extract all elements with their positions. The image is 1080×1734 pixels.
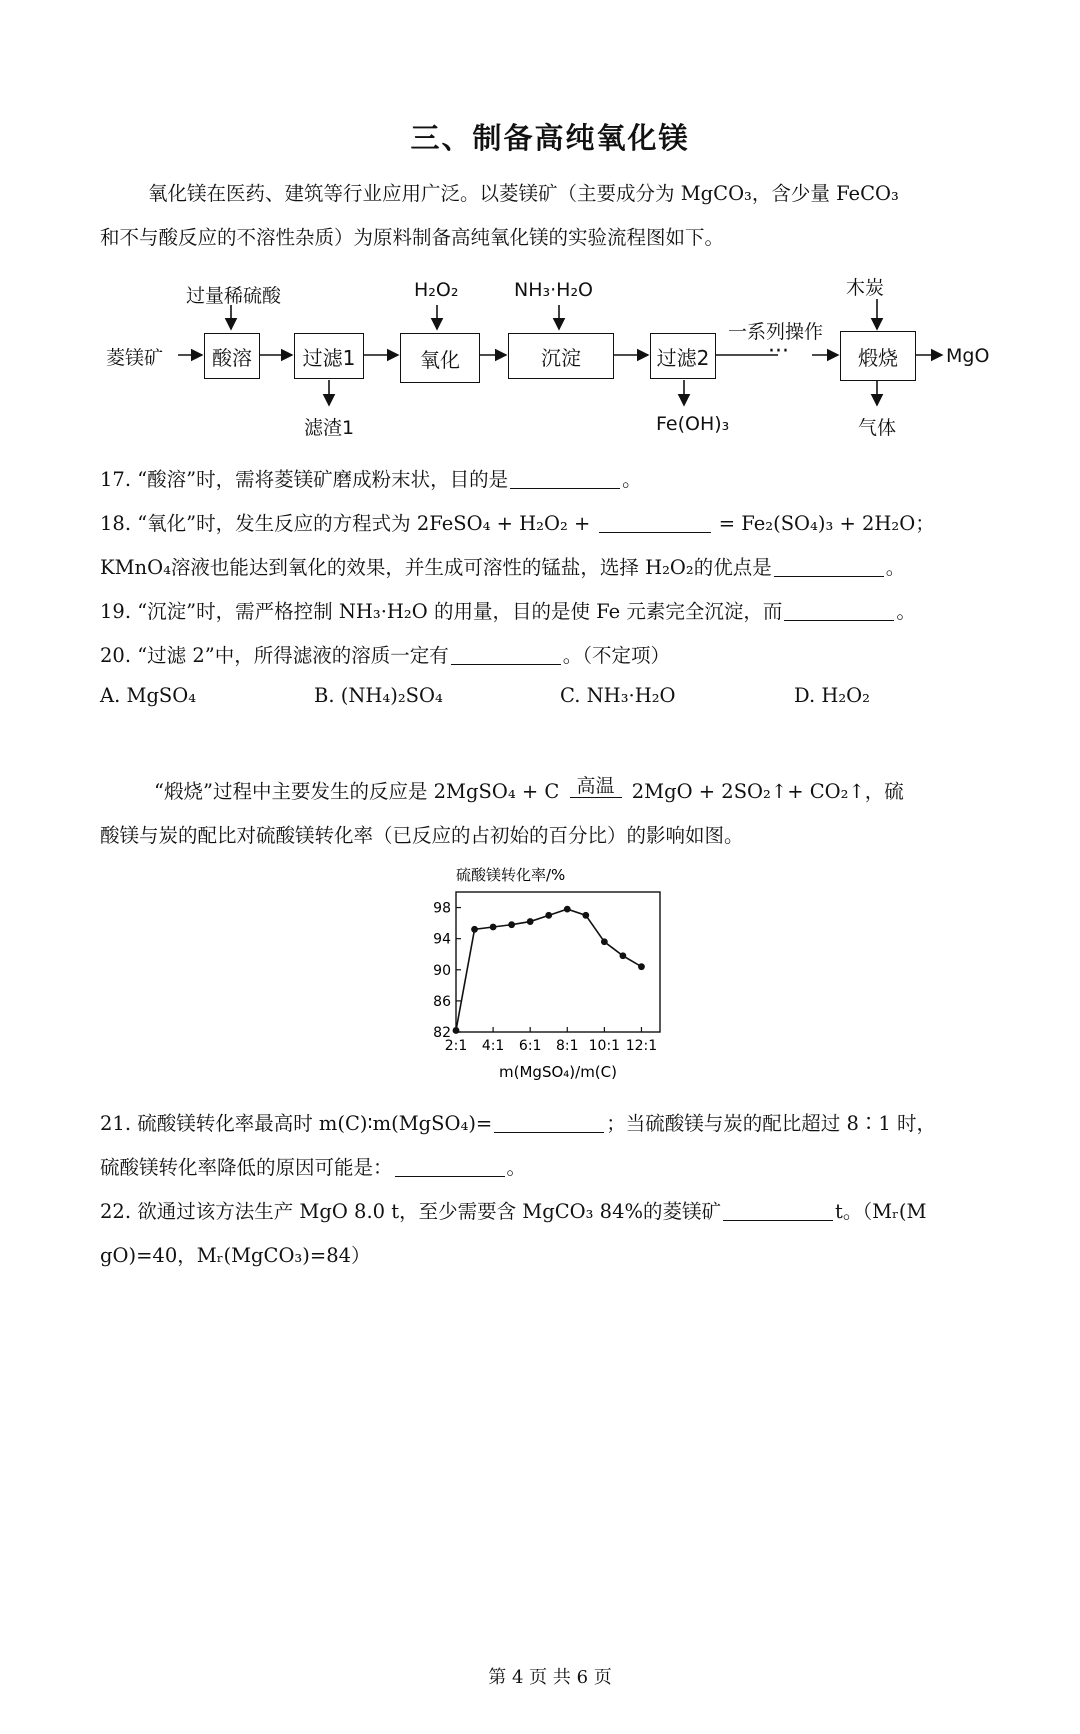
chart-data-point [620,952,627,959]
chart-data-point [545,912,552,919]
q18-part1: 18. “氧化”时，发生反应的方程式为 2FeSO₄ + H₂O₂ + [100,512,591,535]
chart-y-tick-label: 94 [433,931,451,948]
chart-data-point [527,918,534,925]
flow-output-residue-1: 滤渣1 [304,417,355,439]
q21-part1: 21. 硫酸镁转化率最高时 m(C)∶m(MgSO₄)= [100,1112,493,1135]
chart-data-point [471,926,478,933]
chart-y-tick-label: 98 [433,900,451,917]
flow-input-charcoal: 木炭 [846,277,885,299]
intro-paragraph [100,172,1000,260]
chart-ylabel: 硫酸镁转化率/% [456,866,566,884]
chart-y-tick-label: 90 [433,962,451,979]
flow-input-sulfuric-acid: 过量稀硫酸 [186,285,282,307]
flow-box-oxidation: 氧化 [400,333,480,383]
q20-answer-blank[interactable] [451,644,561,665]
flow-ellipsis: ··· [768,339,789,364]
chart-xlabel: m(MgSO₄)/m(C) [499,1063,617,1081]
chart-y-tick-label: 82 [433,1025,451,1041]
chart-data-point [508,921,515,928]
q19-answer-blank[interactable] [784,600,894,621]
flow-box-filter-1: 过滤1 [294,333,364,379]
q21-reason-blank[interactable] [395,1156,505,1177]
calcination-part1: “煅烧”过程中主要发生的反应是 2MgSO₄ + C [154,780,560,803]
chart-data-point [601,938,608,945]
flow-output-gas: 气体 [858,417,897,439]
chart-data-point [453,1027,460,1034]
q17-answer-blank[interactable] [510,468,620,489]
q20-option-c[interactable]: C. NH₃·H₂O [560,684,676,707]
chart-series-line [456,909,641,1030]
q21-part2: ；当硫酸镁与炭的配比超过 8∶1 时， [606,1112,936,1135]
q19-text: 19. “沉淀”时，需严格控制 NH₃·H₂O 的用量，目的是使 Fe 元素完全沉淀，而 [100,600,783,623]
chart-x-tick-label: 4:1 [481,1038,505,1054]
calcination-part2: 2MgO + 2SO₂↑+ CO₂↑，硫 [631,780,904,803]
q20-option-d[interactable]: D. H₂O₂ [794,684,870,707]
flow-output-feoh3: Fe(OH)₃ [656,413,730,435]
chart-y-tick-label: 86 [433,993,451,1010]
chart-x-tick-label: 6:1 [518,1038,542,1054]
process-flowchart [0,265,1080,445]
q20-text: 20. “过滤 2”中，所得滤液的溶质一定有 [100,644,449,667]
q21-line2: 硫酸镁转化率降低的原因可能是： [100,1156,393,1179]
question-17 [100,464,642,492]
q21-ratio-blank[interactable] [494,1112,604,1133]
q21-end: 。 [506,1156,527,1179]
intro-line-1: 氧化镁在医药、建筑等行业应用广泛。以菱镁矿（主要成分为 MgCO₃，含少量 FeCO₃ [148,182,899,205]
q17-text: 17. “酸溶”时，需将菱镁矿磨成粉末状，目的是 [100,468,509,491]
q20-option-b[interactable]: B. (NH₄)₂SO₄ [314,684,443,707]
q18-end: 。 [885,556,906,579]
question-19 [100,596,916,624]
question-22-line2: gO)=40，Mᵣ(MgCO₃)=84） [100,1244,371,1267]
flow-series-operations: 一系列操作 [728,321,824,343]
flow-input-h2o2: H₂O₂ [414,279,459,301]
q18-line2: KMnO₄溶液也能达到氧化的效果，并生成可溶性的锰盐，选择 H₂O₂的优点是 [100,556,772,579]
intro-line-2: 和不与酸反应的不溶性杂质）为原料制备高纯氧化镁的实验流程图如下。 [100,226,725,249]
q17-end: 。 [622,468,642,491]
chart-data-point [582,912,589,919]
question-21 [100,1108,936,1136]
question-20 [100,640,670,668]
flow-product-mgo: MgO [946,345,990,367]
q18-equation-blank[interactable] [599,512,711,533]
page-footer: 第 4 页 共 6 页 [488,1667,612,1688]
flow-box-precipitation: 沉淀 [508,333,614,379]
q18-advantage-blank[interactable] [774,556,884,577]
condition-high-temp: 高温 [576,775,615,797]
q22-part2: t。（Mᵣ(M [835,1200,927,1223]
q18-part2: = Fe₂(SO₄)₃ + 2H₂O； [718,512,935,535]
chart-data-point [564,906,571,913]
q22-part1: 22. 欲通过该方法生产 MgO 8.0 t，至少需要含 MgCO₃ 84%的菱镁矿 [100,1200,722,1223]
chart-x-tick-label: 10:1 [588,1038,621,1054]
question-18 [100,508,935,536]
calcination-line-1 [154,776,904,804]
calcination-line-2: 酸镁与炭的配比对硫酸镁转化率（已反应的占初始的百分比）的影响如图。 [100,824,744,847]
q20-end: 。（不定项） [562,644,671,667]
q22-mass-blank[interactable] [723,1200,833,1221]
question-22 [100,1196,926,1224]
q19-end: 。 [896,600,916,623]
reaction-condition [570,775,622,798]
flow-input-ammonia: NH₃·H₂O [514,279,594,301]
conversion-rate-chart [410,862,680,1086]
chart-x-tick-label: 2:1 [444,1038,468,1054]
flow-raw-material: 菱镁矿 [106,347,164,369]
chart-data-point [638,963,645,970]
question-21-line2 [100,1152,526,1180]
chart-x-tick-label: 8:1 [556,1038,579,1054]
chart-svg [410,862,680,1086]
flow-box-acid-dissolve: 酸溶 [204,333,260,379]
chart-data-point [490,924,497,931]
flow-box-calcination: 煅烧 [840,331,916,381]
section-title: 三、制备高纯氧化镁 [410,121,690,155]
q20-option-a[interactable]: A. MgSO₄ [100,684,197,707]
chart-x-tick-label: 12:1 [625,1038,658,1054]
flow-box-filter-2: 过滤2 [650,333,716,379]
question-18-line2 [100,552,905,580]
